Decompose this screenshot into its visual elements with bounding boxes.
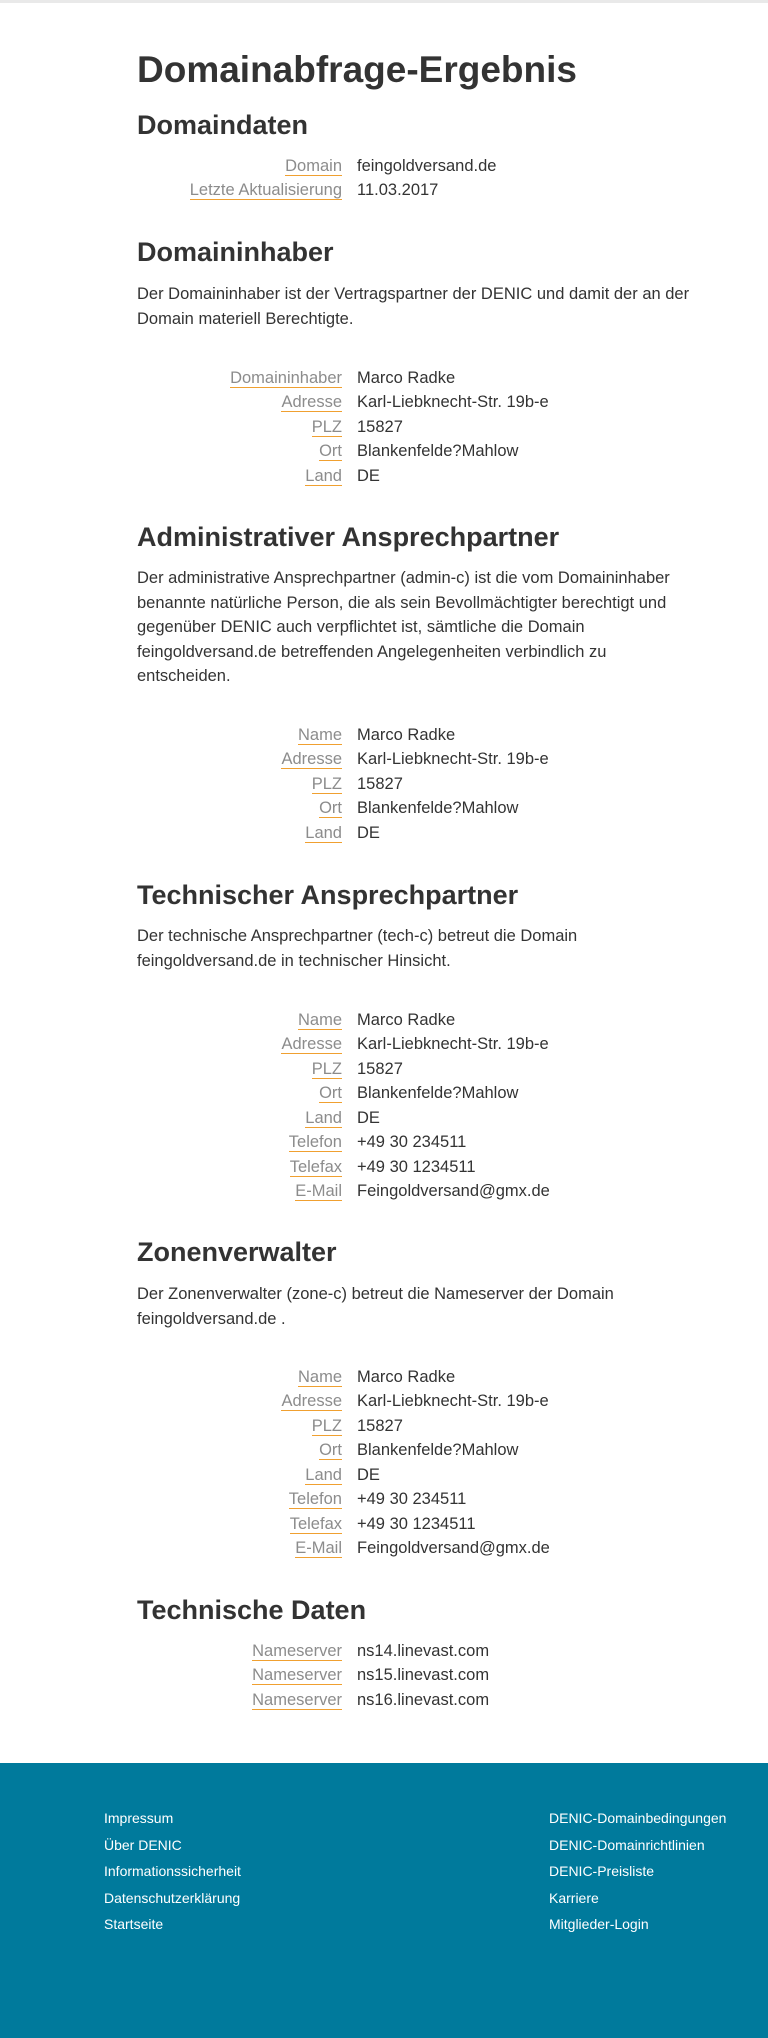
info-key — [137, 1466, 342, 1485]
info-key-label: Adresse — [281, 750, 342, 769]
technische-daten-table — [137, 1639, 697, 1713]
domaindaten-table — [137, 154, 697, 203]
section-heading-domaininhaber: Domaininhaber — [137, 237, 334, 267]
info-row — [137, 1033, 697, 1058]
info-value: DE — [357, 1108, 380, 1127]
info-key — [137, 1011, 342, 1030]
info-value: 11.03.2017 — [357, 181, 439, 200]
info-value: 15827 — [357, 1059, 403, 1078]
footer-link-preisliste[interactable]: DENIC-Preisliste — [549, 1863, 655, 1879]
info-value: +49 30 1234511 — [357, 1157, 476, 1176]
info-row — [137, 154, 697, 179]
info-value: ns15.linevast.com — [357, 1666, 490, 1685]
info-row — [137, 1688, 697, 1713]
info-key-label: Ort — [319, 799, 342, 818]
info-key-label: PLZ — [311, 1416, 342, 1435]
info-row — [137, 748, 697, 773]
info-key-label: Telefax — [289, 1514, 342, 1533]
info-value: +49 30 1234511 — [357, 1514, 476, 1533]
info-key-label: Telefon — [288, 1133, 342, 1152]
info-key-label: Ort — [319, 1084, 342, 1103]
info-row — [137, 1180, 697, 1205]
info-row — [137, 1131, 697, 1156]
info-key — [137, 369, 342, 388]
info-value: Feingoldversand@gmx.de — [357, 1182, 550, 1201]
info-value: DE — [357, 823, 380, 842]
info-value: 15827 — [357, 1416, 403, 1435]
info-value: DE — [357, 1465, 380, 1484]
info-row — [137, 179, 697, 204]
section-heading-tech: Technischer Ansprechpartner — [137, 880, 519, 910]
info-key-label: PLZ — [311, 417, 342, 436]
info-key-label: Name — [297, 725, 342, 744]
info-value: Blankenfelde?Mahlow — [357, 1441, 519, 1460]
info-key-label: Ort — [319, 1441, 342, 1460]
footer-link-ueber-denic[interactable]: Über DENIC — [104, 1836, 182, 1853]
info-row — [137, 1365, 697, 1390]
info-key — [137, 1035, 342, 1054]
info-key — [137, 467, 342, 486]
info-value: Blankenfelde?Mahlow — [357, 442, 519, 461]
footer-link-domainbedingungen[interactable]: DENIC-Domainbedingungen — [549, 1810, 727, 1826]
info-value: Marco Radke — [357, 368, 456, 387]
info-key — [137, 1539, 342, 1558]
info-key — [137, 775, 342, 794]
info-value: Marco Radke — [357, 1367, 456, 1386]
info-row — [137, 391, 697, 416]
info-row — [137, 1057, 697, 1082]
zone-description: Der Zonenverwalter (zone-c) betreut die Nameserver der Domain feingoldversand.de . — [137, 1285, 614, 1328]
tech-table — [137, 1008, 697, 1204]
info-key — [137, 1060, 342, 1079]
info-row — [137, 1008, 697, 1033]
info-key-label: Adresse — [281, 1392, 342, 1411]
info-value: Blankenfelde?Mahlow — [357, 799, 519, 818]
info-key-label: Adresse — [281, 1035, 342, 1054]
info-row — [137, 1390, 697, 1415]
info-value: ns16.linevast.com — [357, 1690, 490, 1709]
info-row — [137, 723, 697, 748]
info-key-label: Land — [305, 1108, 342, 1127]
info-row — [137, 415, 697, 440]
info-key — [137, 824, 342, 843]
footer-links-right — [549, 1805, 726, 1938]
info-key-label: PLZ — [311, 774, 342, 793]
info-value: Karl-Liebknecht-Str. 19b-e — [357, 750, 549, 769]
info-key — [137, 181, 342, 200]
admin-description: Der administrative Ansprechpartner (admin-c) ist die vom Domaininhaber benannte natürliche Person, die als sein Bevollmächtigter berechtigt und gegenüber DENIC auch verpflichtet ist, sämtliche die Domain feingoldversand.de betreffenden Angelegenheiten verbindlich zu entscheiden. — [137, 569, 670, 685]
info-key-label: Name — [297, 1010, 342, 1029]
info-key — [137, 799, 342, 818]
footer-link-mitglieder-login[interactable]: Mitglieder-Login — [549, 1916, 649, 1932]
info-key-label: Adresse — [281, 393, 342, 412]
info-key — [137, 157, 342, 176]
footer-link-domainrichtlinien[interactable]: DENIC-Domainrichtlinien — [549, 1836, 705, 1853]
info-key-label: Name — [297, 1367, 342, 1386]
info-row — [137, 1082, 697, 1107]
footer — [0, 1763, 768, 2038]
info-key-label: E-Mail — [295, 1539, 342, 1558]
info-key — [137, 750, 342, 769]
info-row — [137, 1439, 697, 1464]
info-key-label: Telefon — [288, 1490, 342, 1509]
info-value: feingoldversand.de — [357, 156, 497, 175]
info-key-label: Domaininhaber — [230, 368, 342, 387]
info-row — [137, 797, 697, 822]
info-key — [137, 1666, 342, 1685]
info-key — [137, 1109, 342, 1128]
info-key — [137, 1084, 342, 1103]
info-row — [137, 1512, 697, 1537]
info-row — [137, 772, 697, 797]
page-title: Domainabfrage-Ergebnis — [137, 49, 577, 90]
info-row — [137, 1639, 697, 1664]
info-value: Marco Radke — [357, 725, 456, 744]
info-key-label: Letzte Aktualisierung — [189, 181, 342, 200]
info-value: 15827 — [357, 417, 403, 436]
info-key-label: E-Mail — [295, 1182, 342, 1201]
info-key — [137, 1441, 342, 1460]
info-row — [137, 1155, 697, 1180]
info-value: Blankenfelde?Mahlow — [357, 1084, 519, 1103]
info-value: +49 30 234511 — [357, 1133, 467, 1152]
info-key — [137, 1158, 342, 1177]
info-key — [137, 1417, 342, 1436]
info-key — [137, 1133, 342, 1152]
info-value: Marco Radke — [357, 1010, 456, 1029]
info-row — [137, 1488, 697, 1513]
info-key — [137, 1182, 342, 1201]
info-key — [137, 1642, 342, 1661]
info-value: Karl-Liebknecht-Str. 19b-e — [357, 393, 549, 412]
info-row — [137, 440, 697, 465]
section-heading-admin: Administrativer Ansprechpartner — [137, 522, 560, 552]
info-key — [137, 442, 342, 461]
section-heading-zone: Zonenverwalter — [137, 1237, 337, 1267]
domaininhaber-table — [137, 366, 697, 489]
domaininhaber-description: Der Domaininhaber ist der Vertragspartner der DENIC und damit der an der Domain materiell Berechtigte. — [137, 285, 690, 328]
info-key-label: Nameserver — [252, 1690, 342, 1709]
info-key — [137, 1490, 342, 1509]
info-row — [137, 1537, 697, 1562]
info-key — [137, 1392, 342, 1411]
info-key-label: Land — [305, 823, 342, 842]
zone-table — [137, 1365, 697, 1561]
info-key — [137, 418, 342, 437]
section-heading-domaindaten: Domaindaten — [137, 110, 309, 140]
footer-link-informationssicherheit[interactable]: Informationssicherheit — [104, 1863, 241, 1879]
info-value: +49 30 234511 — [357, 1490, 467, 1509]
tech-description: Der technische Ansprechpartner (tech-c) betreut die Domain feingoldversand.de in technischer Hinsicht. — [137, 927, 578, 970]
footer-link-startseite[interactable]: Startseite — [104, 1916, 164, 1932]
info-key — [137, 726, 342, 745]
info-key-label: Land — [305, 1465, 342, 1484]
info-value: Karl-Liebknecht-Str. 19b-e — [357, 1392, 549, 1411]
info-key — [137, 1691, 342, 1710]
info-key-label: Nameserver — [252, 1666, 342, 1685]
info-key-label: Telefax — [289, 1157, 342, 1176]
info-value: DE — [357, 466, 380, 485]
info-key — [137, 393, 342, 412]
info-key-label: Domain — [285, 156, 342, 175]
info-row — [137, 1463, 697, 1488]
top-border — [0, 0, 768, 3]
info-value: ns14.linevast.com — [357, 1641, 490, 1660]
footer-link-impressum[interactable]: Impressum — [104, 1810, 174, 1826]
info-value: 15827 — [357, 774, 403, 793]
info-key-label: Ort — [319, 442, 342, 461]
footer-link-karriere[interactable]: Karriere — [549, 1889, 599, 1906]
info-key-label: Nameserver — [252, 1641, 342, 1660]
section-heading-technische-daten: Technische Daten — [137, 1595, 367, 1625]
info-row — [137, 464, 697, 489]
info-row — [137, 366, 697, 391]
info-row — [137, 821, 697, 846]
info-key-label: Land — [305, 466, 342, 485]
admin-table — [137, 723, 697, 846]
footer-links-left — [104, 1805, 241, 1938]
info-key-label: PLZ — [311, 1059, 342, 1078]
info-row — [137, 1106, 697, 1131]
info-row — [137, 1664, 697, 1689]
info-value: Karl-Liebknecht-Str. 19b-e — [357, 1035, 549, 1054]
info-value: Feingoldversand@gmx.de — [357, 1539, 550, 1558]
info-row — [137, 1414, 697, 1439]
footer-link-datenschutzerklaerung[interactable]: Datenschutzerklärung — [104, 1889, 241, 1906]
info-key — [137, 1368, 342, 1387]
info-key — [137, 1515, 342, 1534]
